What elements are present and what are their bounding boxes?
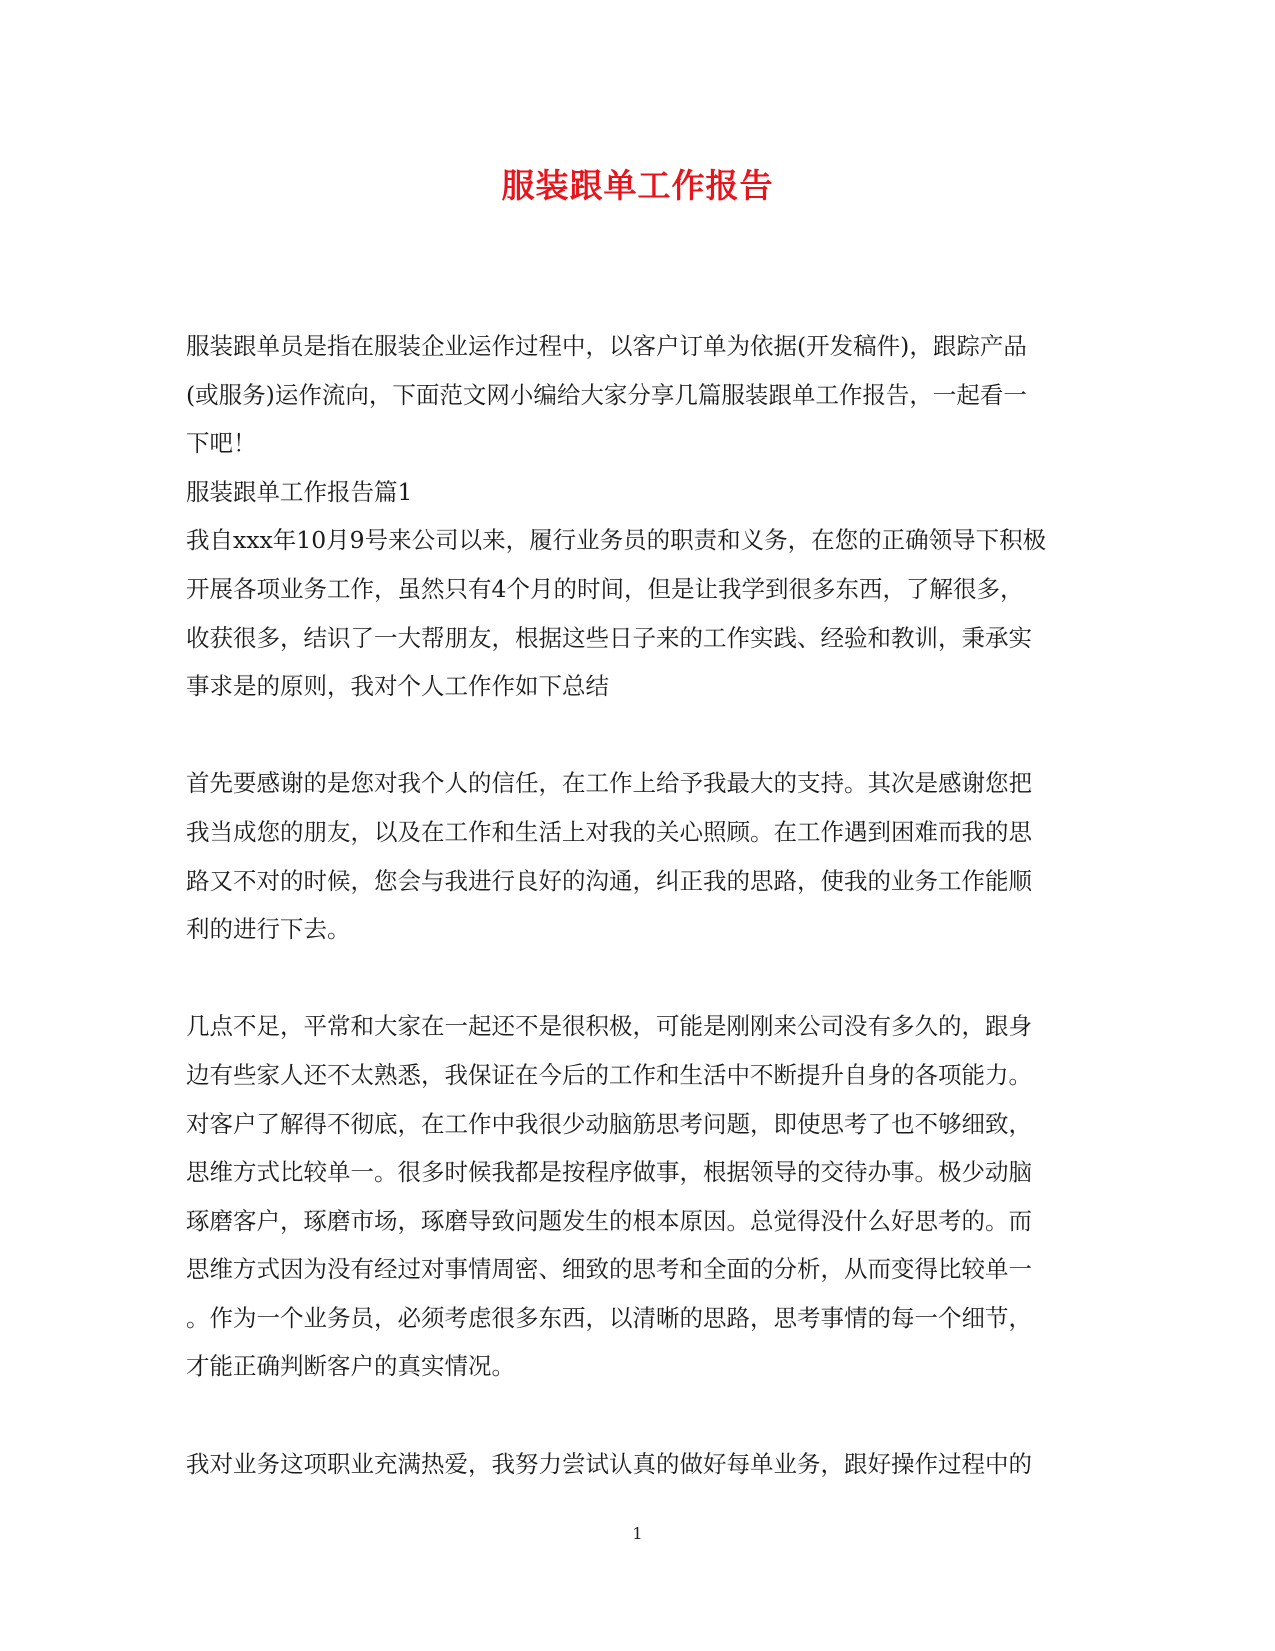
text-line: 我自xxx年10月9号来公司以来，履行业务员的职责和义务，在您的正确领导下积极: [186, 526, 1047, 555]
section-heading-paragraph: [186, 468, 1090, 517]
text-line: 。作为一个业务员，必须考虑很多东西，以清晰的思路，思考事情的每一个细节，: [186, 1303, 1032, 1332]
text-line: 下吧！: [186, 429, 257, 458]
text-line: 边有些家人还不太熟悉，我保证在今后的工作和生活中不断提升自身的各项能力。: [186, 1060, 1032, 1089]
text-line: 服装跟单员是指在服装企业运作过程中，以客户订单为依据(开发稿件)，跟踪产品: [186, 332, 1027, 360]
text-line: 才能正确判断客户的真实情况。: [186, 1352, 515, 1381]
text-line: 首先要感谢的是您对我个人的信任，在工作上给予我最大的支持。其次是感谢您把: [186, 769, 1032, 798]
paragraph-gap: [186, 954, 1090, 1003]
paragraph-gap: [186, 711, 1090, 760]
text-line: 我当成您的朋友，以及在工作和生活上对我的关心照顾。在工作遇到困难而我的思: [186, 817, 1032, 846]
paragraph-self-intro: [186, 516, 1090, 710]
text-line: 利的进行下去。: [186, 915, 351, 944]
text-line: 开展各项业务工作，虽然只有4个月的时间，但是让我学到很多东西，了解很多，: [186, 574, 1024, 603]
document-body: [186, 322, 1090, 1488]
document-title: 服装跟单工作报告: [501, 166, 774, 205]
text-line: 思维方式比较单一。很多时候我都是按程序做事，根据领导的交待办事。极少动脑: [186, 1158, 1032, 1187]
text-line: 收获很多，结识了一大帮朋友，根据这些日子来的工作实践、经验和教训，秉承实: [186, 623, 1032, 652]
paragraph-gap: [186, 1391, 1090, 1440]
paragraph-intro: [186, 322, 1090, 468]
text-line: 事求是的原则，我对个人工作作如下总结: [186, 672, 609, 701]
text-line: 琢磨客户，琢磨市场，琢磨导致问题发生的根本原因。总觉得没什么好思考的。而: [186, 1206, 1032, 1235]
text-line: (或服务)运作流向，下面范文网小编给大家分享几篇服装跟单工作报告，一起看一: [186, 380, 1027, 409]
section-heading: 服装跟单工作报告篇1: [186, 477, 413, 506]
paragraph-passion: [186, 1440, 1090, 1489]
text-line: 几点不足，平常和大家在一起还不是很积极，可能是刚刚来公司没有多久的，跟身: [186, 1012, 1032, 1041]
page-number: 1: [632, 1524, 643, 1543]
paragraph-shortcomings: [186, 1002, 1090, 1391]
text-line: 路又不对的时候，您会与我进行良好的沟通，纠正我的思路，使我的业务工作能顺: [186, 866, 1032, 895]
text-line: 我对业务这项职业充满热爱，我努力尝试认真的做好每单业务，跟好操作过程中的: [186, 1449, 1032, 1478]
paragraph-thanks: [186, 759, 1090, 953]
text-line: 思维方式因为没有经过对事情周密、细致的思考和全面的分析，从而变得比较单一: [186, 1255, 1032, 1284]
text-line: 对客户了解得不彻底，在工作中我很少动脑筋思考问题，即使思考了也不够细致，: [186, 1109, 1032, 1138]
